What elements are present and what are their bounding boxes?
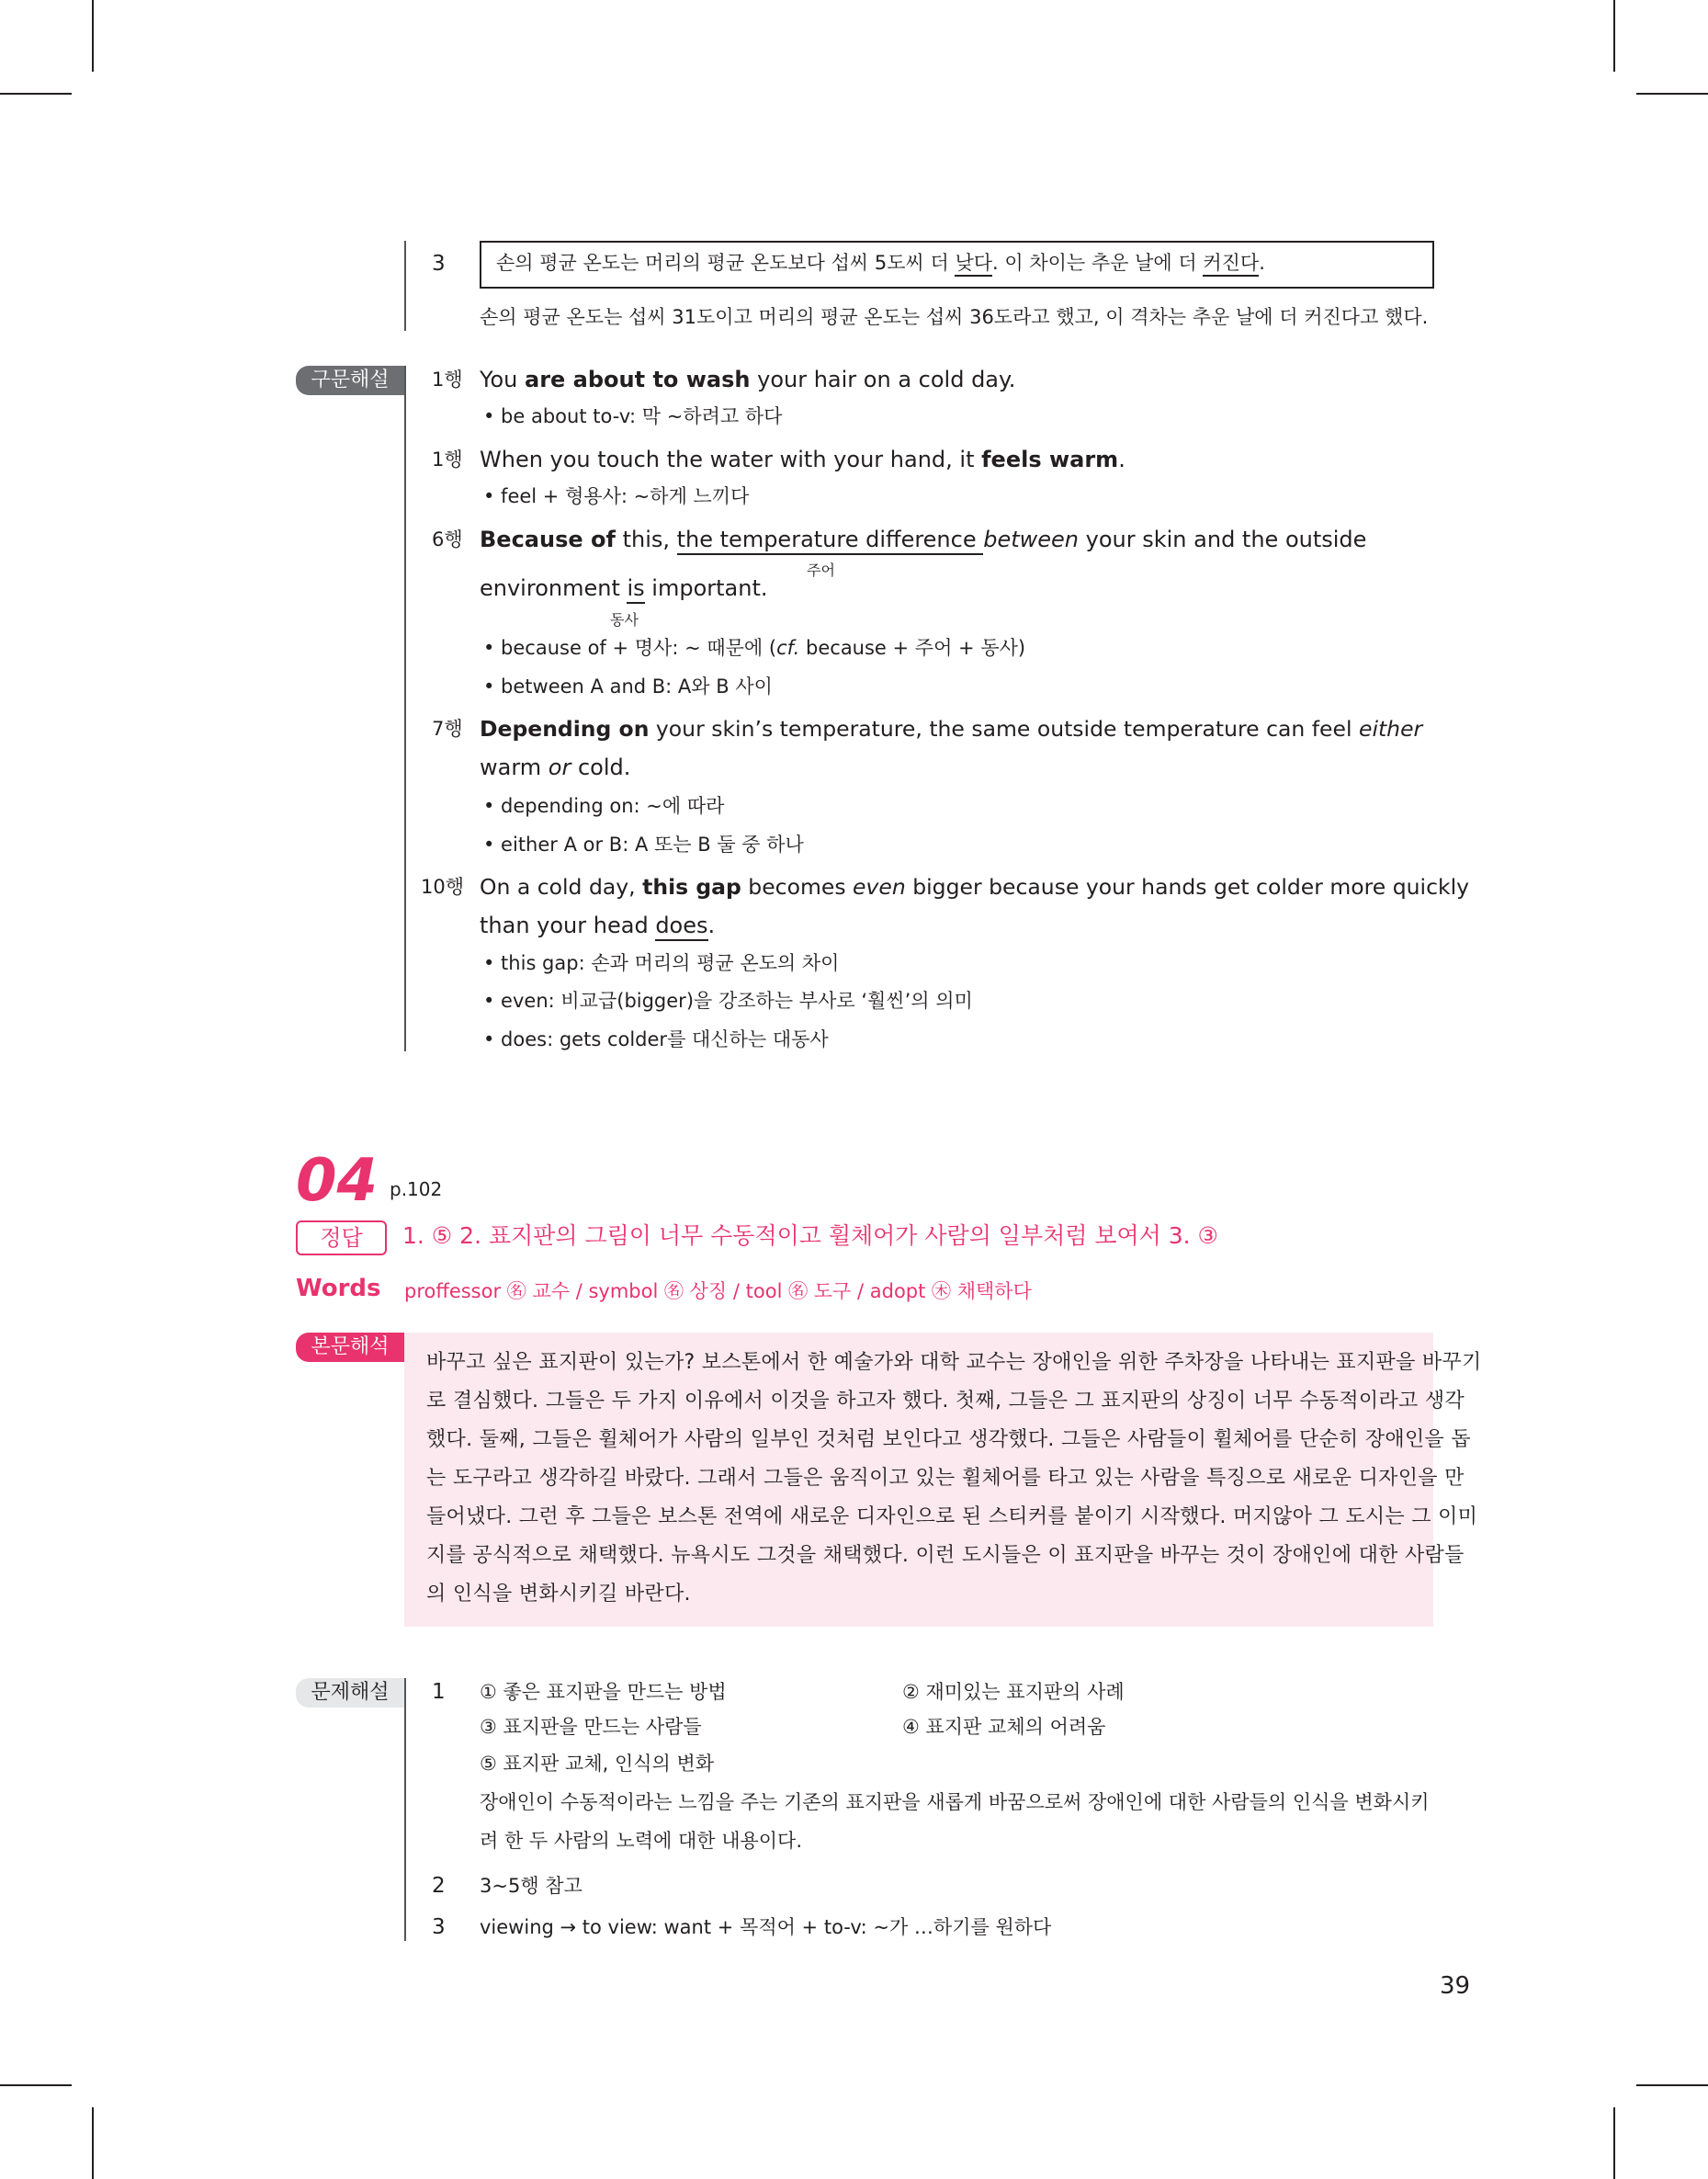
crop-mark: [1613, 0, 1615, 72]
q1-explanation: 려 한 두 사람의 노력에 대한 내용이다.: [480, 1830, 803, 1852]
problem-label: 문제해설: [296, 1678, 404, 1708]
q3-text: viewing → to view: want + 목적어 + to-v: ~가 …하기를 원하다: [480, 1916, 1052, 1938]
crop-mark: [0, 93, 72, 95]
translation-line: 들어냈다. 그런 후 그들은 보스톤 전역에 새로운 디자인으로 된 스티커를 붙이기 시작했다. 머지않아 그 도시는 그 이미: [426, 1505, 1478, 1528]
option: ⑤ 표지판 교체, 인식의 변화: [480, 1753, 715, 1775]
option: ① 좋은 표지판을 만드는 방법: [480, 1681, 727, 1703]
question-number: 1: [432, 1680, 446, 1704]
translation-label: 본문해석: [296, 1333, 404, 1362]
verb-marker: 동사: [610, 611, 639, 629]
grammar-label: 구문해설: [296, 366, 404, 395]
line-ref: 6행: [432, 528, 463, 550]
answer-box-text: 손의 평균 온도는 머리의 평균 온도보다 섭씨 5도씨 더 낮다. 이 차이는 추운 날에 더 커진다.: [496, 249, 1265, 277]
option: ③ 표지판을 만드는 사람들: [480, 1716, 702, 1738]
question-number: 2: [432, 1874, 446, 1898]
question-number: 3: [432, 252, 446, 276]
line-ref: 7행: [432, 718, 463, 740]
section-number: 04: [296, 1147, 379, 1215]
crop-mark: [92, 2107, 94, 2179]
subject-marker: 주어: [807, 562, 835, 579]
section-rule: [404, 241, 406, 331]
section-rule: [404, 1678, 406, 1941]
option: ② 재미있는 표지판의 사례: [902, 1681, 1125, 1703]
grammar-note: • does: gets colder를 대신하는 대동사: [483, 1028, 829, 1050]
translation-line: 바꾸고 싶은 표지판이 있는가? 보스톤에서 한 예술가와 대학 교수는 장애인을 위한 주차장을 나타내는 표지판을 바꾸기: [426, 1351, 1482, 1374]
words-label: Words: [296, 1275, 381, 1302]
translation-line: 했다. 둘째, 그들은 휠체어가 사람의 일부인 것처럼 보인다고 생각했다. 그들은 사람들이 휠체어를 단순히 장애인을 돕: [426, 1428, 1471, 1451]
translation-line: 지를 공식적으로 채택했다. 뉴욕시도 그것을 채택했다. 이런 도시들은 이 표지판을 바꾸는 것이 장애인에 대한 사람들: [426, 1544, 1465, 1567]
grammar-sentence-cont: than your head does.: [480, 912, 715, 939]
line-ref: 1행: [432, 448, 463, 471]
question-number: 3: [432, 1915, 446, 1939]
grammar-note: • feel + 형용사: ~하게 느끼다: [483, 485, 750, 507]
grammar-note: • either A or B: A 또는 B 둘 중 하나: [483, 834, 804, 856]
section-page-ref: p.102: [390, 1178, 443, 1200]
answer-text: 1. ⑤ 2. 표지판의 그림이 너무 수동적이고 휠체어가 사람의 일부처럼 보여서 3. ③: [402, 1222, 1218, 1249]
grammar-note: • depending on: ~에 따라: [483, 795, 725, 817]
grammar-sentence: You are about to wash your hair on a cold day.: [480, 367, 1016, 392]
option: ④ 표지판 교체의 어려움: [902, 1716, 1106, 1738]
translation-line: 의 인식을 변화시키길 바란다.: [426, 1583, 691, 1606]
crop-mark: [1636, 93, 1708, 95]
answer-explanation: 손의 평균 온도는 섭씨 31도이고 머리의 평균 온도는 섭씨 36도라고 했고, 이 격차는 추운 날에 더 커진다고 했다.: [480, 306, 1429, 328]
line-ref: 10행: [421, 876, 465, 898]
crop-mark: [92, 0, 94, 72]
grammar-note: • between A and B: A와 B 사이: [483, 675, 773, 698]
q2-text: 3~5행 참고: [480, 1875, 583, 1897]
grammar-sentence-cont: environment is important.: [480, 574, 767, 602]
translation-line: 는 도구라고 생각하길 바랐다. 그래서 그들은 움직이고 있는 휠체어를 타고 있는 사람을 특징으로 새로운 디자인을 만: [426, 1467, 1465, 1490]
grammar-note: • be about to-v: 막 ~하려고 하다: [483, 405, 783, 427]
grammar-sentence: Because of this, the temperature difference between your skin and the outside: [480, 526, 1366, 553]
grammar-sentence-cont: warm or cold.: [480, 755, 631, 780]
line-ref: 1행: [432, 369, 463, 391]
q1-explanation: 장애인이 수동적이라는 느낌을 주는 기존의 표지판을 새롭게 바꿈으로써 장애인에 대한 사람들의 인식을 변화시키: [480, 1791, 1430, 1813]
words-text: proffessor ㊔ 교수 / symbol ㊔ 상징 / tool ㊔ 도구 / adopt ㊍ 채택하다: [404, 1280, 1032, 1302]
grammar-sentence: Depending on your skin’s temperature, the same outside temperature can feel either: [480, 716, 1423, 742]
crop-mark: [1613, 2107, 1615, 2179]
crop-mark: [0, 2084, 72, 2086]
translation-line: 로 결심했다. 그들은 두 가지 이유에서 이것을 하고자 했다. 첫째, 그들은 그 표지판의 상징이 너무 수동적이라고 생각: [426, 1390, 1465, 1413]
page-number: 39: [1440, 1972, 1471, 2000]
grammar-note: • even: 비교급(bigger)을 강조하는 부사로 ‘훨씬’의 의미: [483, 990, 973, 1012]
answer-label: 정답: [296, 1220, 387, 1255]
grammar-note: • this gap: 손과 머리의 평균 온도의 차이: [483, 952, 840, 974]
section-rule: [404, 366, 406, 1051]
crop-mark: [1636, 2084, 1708, 2086]
grammar-note: • because of + 명사: ~ 때문에 (cf. because + 주어 + 동사): [483, 637, 1026, 659]
grammar-sentence: When you touch the water with your hand, it feels warm.: [480, 447, 1125, 472]
grammar-sentence: On a cold day, this gap becomes even bigger because your hands get colder more quickly: [480, 874, 1470, 900]
